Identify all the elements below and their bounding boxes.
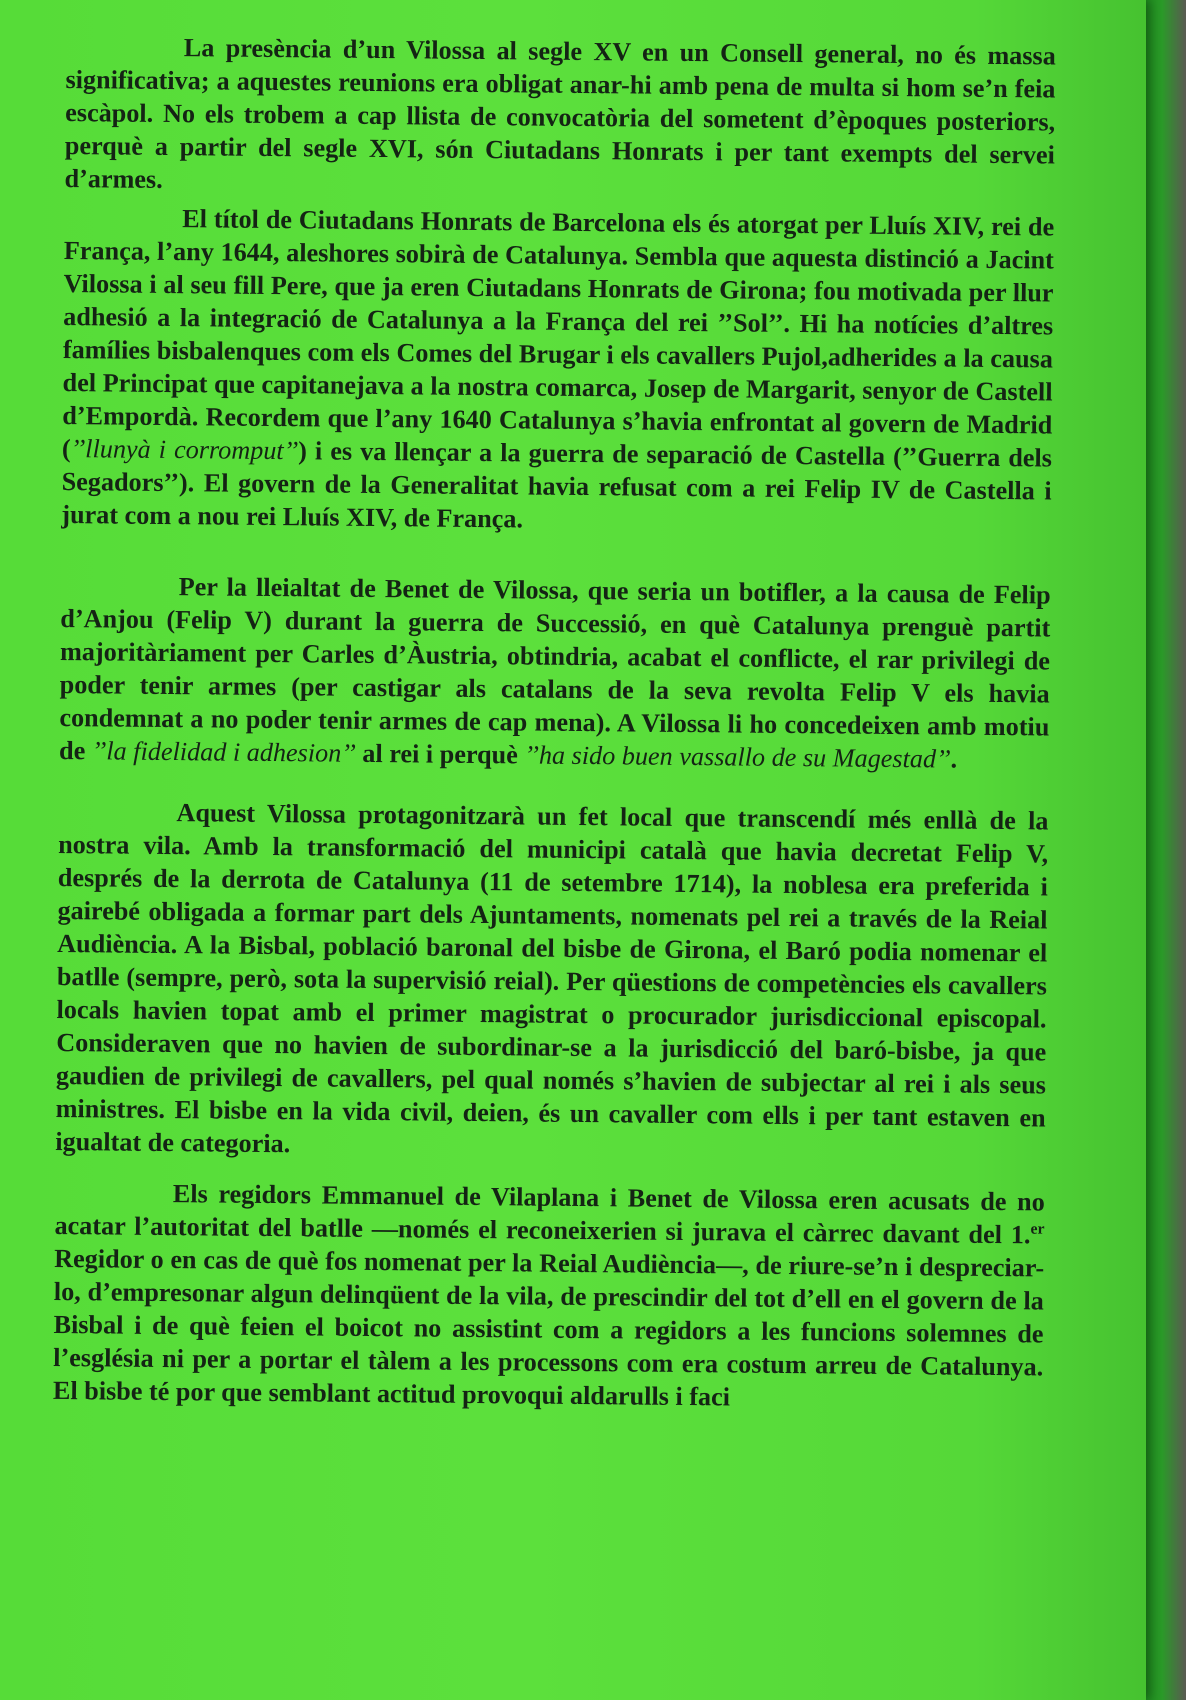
book-edge bbox=[1146, 0, 1186, 1700]
italic-quote: ’’llunyà i corromput’’ bbox=[70, 434, 299, 466]
paragraph-3 bbox=[59, 569, 1051, 776]
italic-quote: ’’ha sido buen vassallo de su Magestad’’ bbox=[524, 740, 951, 774]
paragraph-text: ) i es va llençar a la guerra de separació de Castella (’’Guerra dels Segadors’’). El govern de la Generalitat havia refusat com a rei Felip IV de Castella i jurat com a nou rei Lluís XIV, de França. bbox=[61, 436, 1053, 534]
paragraph-text: . bbox=[950, 744, 958, 774]
paragraph-text: El títol de Ciutadans Honrats de Barcelona els és atorgat per Lluís XIV, rei de França, l’any 1644, aleshores sobirà de Catalunya. Sembla que aquesta distinció a Jacint Vilossa i al seu fill Pere, que ja eren Ciutadans Honrats de Girona; fou motivada per llur adhesió a la integració de Catalunya a la França del rei ’’Sol’’. Hi ha notícies d’altres famílies bisbalenques com els Comes del Brugar i els cavallers Pujol,adherides a la causa del Principat que capitanejava a la nostra comarca, Josep de Margarit, senyor de Castell d’Empordà. Recordem que l’any 1640 Catalunya s’havia enfrontat al govern de Madrid ( bbox=[61, 204, 1055, 464]
italic-quote: ’’la fidelidad i adhesion’’ bbox=[91, 736, 356, 768]
superscript: er bbox=[1030, 1220, 1045, 1238]
paragraph-1 bbox=[64, 30, 1056, 204]
page-text bbox=[53, 30, 1056, 1422]
paragraph-text: Els regidors Emmanuel de Vilaplana i Benet de Vilossa eren acusats de no acatar l’autoritat del batlle —només el reconeixerien si jurava el càrrec davant del 1. bbox=[54, 1179, 1045, 1250]
paragraph-5 bbox=[53, 1176, 1045, 1416]
paragraph-4 bbox=[55, 795, 1048, 1167]
paragraph-text: Aquest Vilossa protagonitzarà un fet local que transcendí més enllà de la nostra vila. Amb la transformació del municipi català que havia decretat Felip V, després de la derrota de Catalunya (11 de setembre 1714), la noblesa era preferida i gairebé obligada a formar part dels Ajuntaments, nomenats pel rei a través de la Reial Audiència. A la Bisbal, població baronal del bisbe de Girona, el Baró podia nomenar el batlle (sempre, però, sota la supervisió reial). Per qüestions de competències els cavallers locals havien topat amb el primer magistrat o procurador jurisdiccional episcopal. Consideraven que no havien de subordinar-se a la jurisdicció del baró-bisbe, ja que gaudien de privilegi de cavallers, pel qual només s’havien de subjectar al rei i als seus ministres. El bisbe en la vida civil, deien, és un cavaller com ells i per tant estaven en igualtat de categoria. bbox=[55, 798, 1049, 1159]
paragraph-2 bbox=[61, 201, 1054, 540]
paragraph-text: al rei i perquè bbox=[355, 738, 525, 770]
paragraph-text: Per la lleialtat de Benet de Vilossa, que seria un botifler, a la causa de Felip d’Anjou (Felip V) durant la guerra de Successió, en què Catalunya prenguè partit majoritàriament per Carles d’Àustria, obtindria, acabat el conflicte, el rar privilegi de poder tenir armes (per castigar als catalans de la seva revolta Felip V els havia condemnat a no poder tenir armes de cap mena). A Vilossa li ho concedeixen amb motiu de bbox=[58, 572, 1051, 766]
paragraph-text: La presència d’un Vilossa al segle XV en un Consell general, no és massa significativa; a aquestes reunions era obligat anar-hi amb pena de multa si hom se’n feia escàpol. No els trobem a cap llista de convocatòria del sometent d’èpoques posteriors, perquè a partir del segle XVI, són Ciutadans Honrats i per tant exempts del servei d’armes. bbox=[64, 33, 1056, 194]
paragraph-text: Regidor o en cas de què fos nomenat per la Reial Audiència—, de riure-se’n i despreciar-lo, d’empresonar algun delinqüent de la vila, de prescindir del tot d’ell en el govern de la Bisbal i de què feien el boicot no assistint com a regidors a les funcions solemnes de l’església ni per a portar el tàlem a les processons com era costum arreu de Catalunya. El bisbe té por que semblant actitud provoqui aldarulls i faci bbox=[52, 1243, 1045, 1412]
